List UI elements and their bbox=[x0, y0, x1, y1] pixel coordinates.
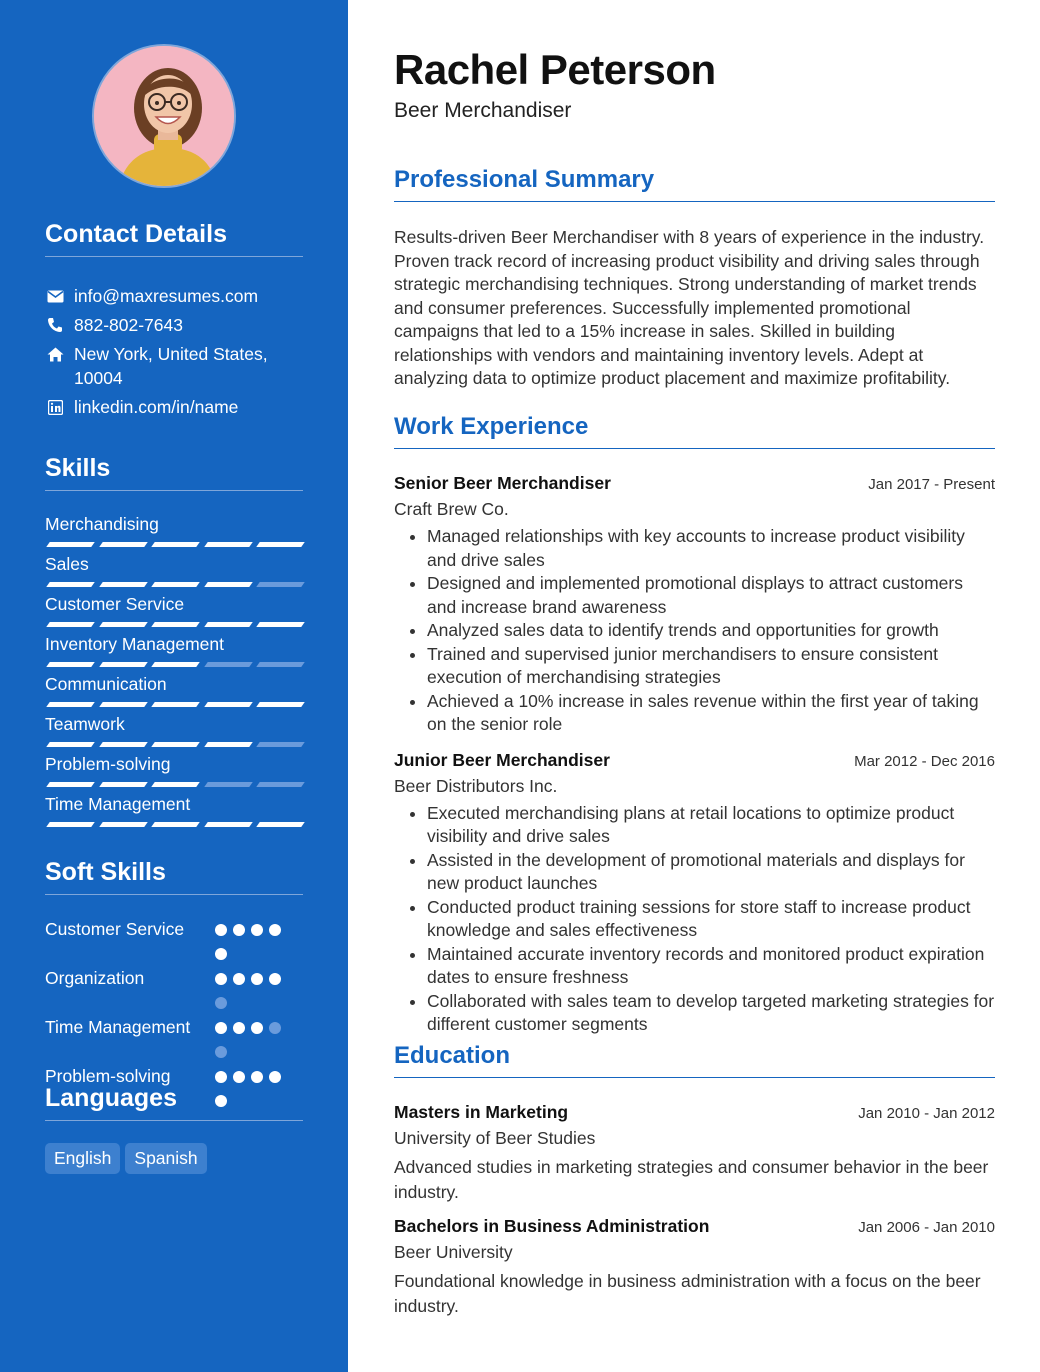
job-bullet: • Assisted in the development of promotional materials and displays for new product launches bbox=[427, 849, 995, 896]
skill-item bbox=[45, 553, 303, 587]
skill-level-segment bbox=[46, 662, 94, 667]
soft-skills-list bbox=[45, 917, 303, 1107]
education-entry bbox=[394, 1216, 995, 1318]
skill-name: Problem-solving bbox=[45, 754, 171, 774]
education-heading: Education bbox=[394, 1042, 995, 1078]
job-bullet: • Managed relationships with key accounts to increase product visibility and drive sales bbox=[427, 525, 995, 572]
job-bullets bbox=[394, 525, 995, 737]
candidate-name: Rachel Peterson bbox=[394, 46, 716, 93]
job-bullet: • Designed and implemented promotional displays to attract customers and increase brand awareness bbox=[427, 572, 995, 619]
skill-item bbox=[45, 713, 303, 747]
mail-icon bbox=[45, 284, 65, 308]
soft-skill-rating bbox=[215, 966, 289, 1009]
summary-text: Results-driven Beer Merchandiser with 8 years of experience in the industry. Proven track record of increasing product visibility and driving sales through strategic merchandising techniques. Strong understanding of market trends and consumer preferences. Successfully implemented promotional campaigns that led to a 15% increase in sales. Skilled in building relationships with vendors and maintaining inventory levels. Adept at analyzing data to optimize product placement and maximize profitability. bbox=[394, 227, 985, 388]
rating-dot bbox=[251, 973, 263, 985]
skill-level-segment bbox=[99, 622, 147, 627]
education-school: University of Beer Studies bbox=[394, 1128, 596, 1148]
soft-skill-name: Time Management bbox=[45, 1017, 191, 1037]
language-tag: English bbox=[45, 1143, 120, 1174]
soft-skill-item bbox=[45, 966, 303, 1009]
job-bullet: • Analyzed sales data to identify trends and opportunities for growth bbox=[427, 619, 995, 643]
experience-section bbox=[394, 413, 995, 1037]
skill-level-segment bbox=[46, 542, 94, 547]
contact-address-text: New York, United States, 10004 bbox=[74, 344, 268, 388]
rating-dot bbox=[251, 924, 263, 936]
experience-heading: Work Experience bbox=[394, 413, 995, 449]
skill-level-segment bbox=[204, 582, 252, 587]
skill-level-bar bbox=[45, 662, 303, 667]
job-dates: Jan 2017 - Present bbox=[868, 476, 995, 493]
summary-heading: Professional Summary bbox=[394, 166, 995, 202]
rating-dot bbox=[269, 973, 281, 985]
skill-level-segment bbox=[151, 742, 199, 747]
job-entry bbox=[394, 750, 995, 1037]
skill-level-segment bbox=[151, 822, 199, 827]
skills-heading: Skills bbox=[45, 454, 303, 491]
job-dates: Mar 2012 - Dec 2016 bbox=[854, 752, 995, 770]
skill-level-segment bbox=[46, 702, 94, 707]
education-school: Beer University bbox=[394, 1242, 513, 1262]
skill-item bbox=[45, 593, 303, 627]
language-tag: Spanish bbox=[125, 1143, 206, 1174]
skill-level-bar bbox=[45, 702, 303, 707]
job-bullet: • Trained and supervised junior merchandisers to ensure consistent execution of merchandising strategies bbox=[427, 643, 995, 690]
contact-phone-text: 882-802-7643 bbox=[74, 315, 183, 335]
contact-heading: Contact Details bbox=[45, 220, 303, 257]
skill-level-segment bbox=[46, 622, 94, 627]
soft-skill-rating bbox=[215, 1015, 289, 1058]
skill-name: Communication bbox=[45, 674, 167, 694]
skills-section bbox=[45, 454, 303, 833]
skill-name: Sales bbox=[45, 554, 89, 574]
skill-level-segment bbox=[99, 782, 147, 787]
skill-level-segment bbox=[99, 542, 147, 547]
skill-name: Teamwork bbox=[45, 714, 125, 734]
skill-name: Customer Service bbox=[45, 594, 185, 614]
skill-item bbox=[45, 633, 303, 667]
skill-level-segment bbox=[257, 822, 305, 827]
contact-phone[interactable] bbox=[45, 313, 303, 337]
rating-dot bbox=[215, 973, 227, 985]
education-degree: Bachelors in Business Administration bbox=[394, 1216, 710, 1236]
rating-dot bbox=[215, 997, 227, 1009]
skill-level-segment bbox=[99, 702, 147, 707]
rating-dot bbox=[215, 1022, 227, 1034]
skill-level-segment bbox=[257, 702, 305, 707]
soft-skill-name: Problem-solving bbox=[45, 1066, 171, 1086]
skill-item bbox=[45, 513, 303, 547]
contact-address bbox=[45, 342, 303, 390]
soft-skill-name: Organization bbox=[45, 968, 145, 988]
job-bullet: • Collaborated with sales team to develop targeted marketing strategies for different customer segments bbox=[427, 990, 995, 1037]
education-entry bbox=[394, 1102, 995, 1204]
skill-level-segment bbox=[204, 822, 252, 827]
skill-level-segment bbox=[46, 582, 94, 587]
skill-level-bar bbox=[45, 742, 303, 747]
soft-skill-rating bbox=[215, 917, 289, 960]
profile-photo bbox=[92, 44, 236, 188]
skill-level-segment bbox=[151, 542, 199, 547]
skill-level-segment bbox=[46, 782, 94, 787]
rating-dot bbox=[233, 1071, 245, 1083]
skill-level-segment bbox=[151, 622, 199, 627]
education-degree: Masters in Marketing bbox=[394, 1102, 569, 1122]
contact-section bbox=[45, 220, 303, 424]
rating-dot bbox=[233, 1022, 245, 1034]
rating-dot bbox=[269, 1071, 281, 1083]
languages-section bbox=[45, 1084, 303, 1174]
skill-name: Merchandising bbox=[45, 514, 159, 534]
rating-dot bbox=[215, 1046, 227, 1058]
job-bullets bbox=[394, 802, 995, 1037]
skill-level-bar bbox=[45, 582, 303, 587]
skill-item bbox=[45, 793, 303, 827]
job-entry bbox=[394, 473, 995, 737]
contact-linkedin[interactable] bbox=[45, 395, 303, 419]
phone-icon bbox=[45, 313, 65, 337]
skill-level-segment bbox=[257, 742, 305, 747]
home-icon bbox=[45, 342, 65, 366]
education-description: Advanced studies in marketing strategies and consumer behavior in the beer industry. bbox=[394, 1157, 989, 1202]
rating-dot bbox=[233, 924, 245, 936]
contact-list bbox=[45, 284, 303, 419]
languages-heading: Languages bbox=[45, 1084, 303, 1121]
skill-item bbox=[45, 673, 303, 707]
rating-dot bbox=[269, 924, 281, 936]
skill-name: Time Management bbox=[45, 794, 191, 814]
education-dates: Jan 2006 - Jan 2010 bbox=[858, 1219, 995, 1236]
linkedin-icon bbox=[45, 395, 65, 419]
skill-level-segment bbox=[46, 742, 94, 747]
skill-level-bar bbox=[45, 542, 303, 547]
soft-skill-item bbox=[45, 917, 303, 960]
skill-level-bar bbox=[45, 782, 303, 787]
job-company: Beer Distributors Inc. bbox=[394, 775, 558, 796]
rating-dot bbox=[215, 948, 227, 960]
skill-level-segment bbox=[204, 662, 252, 667]
soft-skill-item bbox=[45, 1015, 303, 1058]
soft-skills-section bbox=[45, 858, 303, 1113]
summary-section bbox=[394, 166, 995, 391]
skill-level-segment bbox=[204, 542, 252, 547]
soft-skill-name: Customer Service bbox=[45, 919, 185, 939]
skill-name: Inventory Management bbox=[45, 634, 224, 654]
skill-level-segment bbox=[257, 782, 305, 787]
skill-level-segment bbox=[204, 782, 252, 787]
soft-skills-heading: Soft Skills bbox=[45, 858, 303, 895]
job-bullet: • Maintained accurate inventory records and monitored product expiration dates to ensure freshness bbox=[427, 943, 995, 990]
job-role: Junior Beer Merchandiser bbox=[394, 749, 610, 770]
skill-level-segment bbox=[99, 582, 147, 587]
job-bullet: • Executed merchandising plans at retail locations to optimize product visibility and drive sales bbox=[427, 802, 995, 849]
skill-level-segment bbox=[204, 622, 252, 627]
skill-level-segment bbox=[151, 782, 199, 787]
skill-level-segment bbox=[257, 582, 305, 587]
rating-dot bbox=[215, 1071, 227, 1083]
education-dates: Jan 2010 - Jan 2012 bbox=[858, 1105, 995, 1122]
skill-level-segment bbox=[257, 542, 305, 547]
rating-dot bbox=[251, 1071, 263, 1083]
contact-email-text: info@maxresumes.com bbox=[74, 286, 259, 306]
skill-item bbox=[45, 753, 303, 787]
rating-dot bbox=[233, 973, 245, 985]
skill-level-bar bbox=[45, 622, 303, 627]
contact-email[interactable] bbox=[45, 284, 303, 308]
sidebar bbox=[0, 0, 348, 1372]
skill-level-segment bbox=[99, 822, 147, 827]
education-section bbox=[394, 1042, 995, 1318]
education-description: Foundational knowledge in business administration with a focus on the beer industry. bbox=[394, 1271, 981, 1316]
candidate-title: Beer Merchandiser bbox=[394, 99, 572, 122]
rating-dot bbox=[215, 924, 227, 936]
languages-list bbox=[45, 1143, 303, 1174]
skill-level-segment bbox=[257, 662, 305, 667]
skill-level-bar bbox=[45, 822, 303, 827]
job-role: Senior Beer Merchandiser bbox=[394, 473, 611, 493]
skills-list bbox=[45, 513, 303, 827]
skill-level-segment bbox=[46, 822, 94, 827]
skill-level-segment bbox=[99, 662, 147, 667]
skill-level-segment bbox=[99, 742, 147, 747]
skill-level-segment bbox=[151, 662, 199, 667]
skill-level-segment bbox=[151, 702, 199, 707]
skill-level-segment bbox=[204, 742, 252, 747]
job-bullet: • Conducted product training sessions for store staff to increase product knowledge and sales effectiveness bbox=[427, 896, 995, 943]
rating-dot bbox=[251, 1022, 263, 1034]
skill-level-segment bbox=[204, 702, 252, 707]
contact-linkedin-text: linkedin.com/in/name bbox=[74, 397, 239, 417]
job-bullet: • Achieved a 10% increase in sales revenue within the first year of taking on the senior role bbox=[427, 690, 995, 737]
skill-level-segment bbox=[257, 622, 305, 627]
job-company: Craft Brew Co. bbox=[394, 499, 509, 519]
rating-dot bbox=[269, 1022, 281, 1034]
skill-level-segment bbox=[151, 582, 199, 587]
